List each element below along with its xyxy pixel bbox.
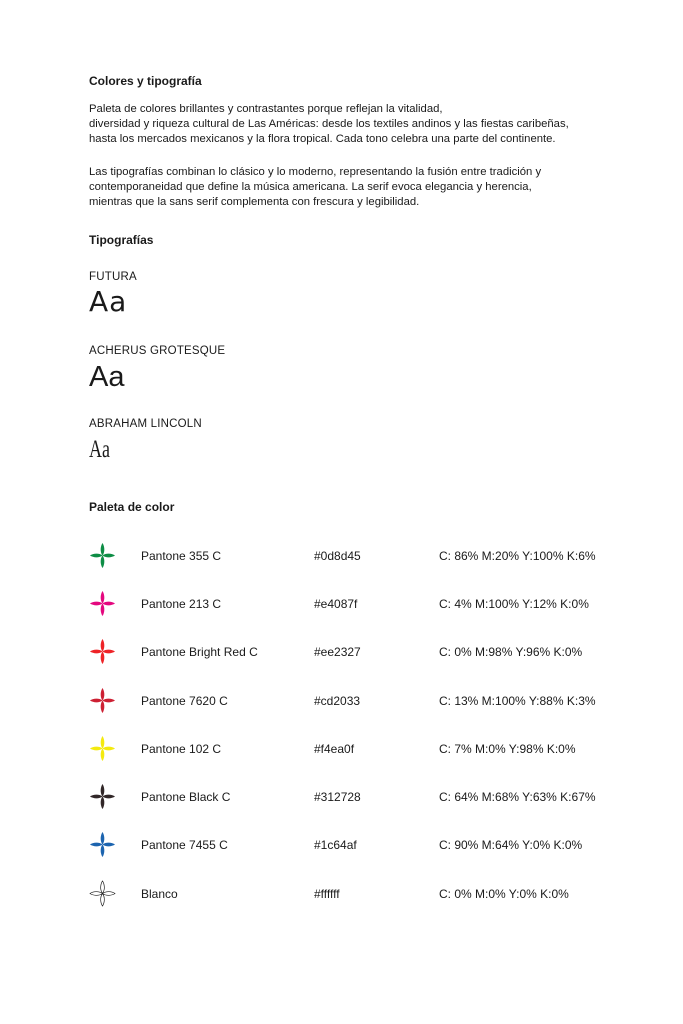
flower-swatch-icon xyxy=(89,687,116,714)
color-cmyk: C: 7% M:0% Y:98% K:0% xyxy=(439,742,576,756)
font-name-abraham-lincoln: ABRAHAM LINCOLN xyxy=(89,418,202,430)
color-row xyxy=(89,830,649,860)
color-cmyk: C: 0% M:98% Y:96% K:0% xyxy=(439,645,583,659)
color-cmyk: C: 4% M:100% Y:12% K:0% xyxy=(439,597,589,611)
color-hex: #0d8d45 xyxy=(314,549,361,563)
color-cmyk: C: 90% M:64% Y:0% K:0% xyxy=(439,838,583,852)
font-sample-acherus: Aa xyxy=(89,361,125,393)
palette-heading: Paleta de color xyxy=(89,500,175,514)
flower-swatch-icon xyxy=(89,831,116,858)
color-name: Pantone Black C xyxy=(141,790,231,804)
typography-heading: Tipografías xyxy=(89,233,154,247)
color-cmyk: C: 86% M:20% Y:100% K:6% xyxy=(439,549,596,563)
color-row xyxy=(89,782,649,812)
intro-line: diversidad y riqueza cultural de Las Américas: desde los textiles andinos y las fiestas caribeñas, xyxy=(89,118,569,130)
color-name: Pantone 355 C xyxy=(141,549,222,563)
color-hex: #ffffff xyxy=(314,887,340,901)
color-row xyxy=(89,589,649,619)
color-row xyxy=(89,686,649,716)
color-name: Pantone 7455 C xyxy=(141,838,228,852)
color-cmyk: C: 0% M:0% Y:0% K:0% xyxy=(439,887,569,901)
color-row xyxy=(89,637,649,667)
typography-line: Las tipografías combinan lo clásico y lo moderno, representando la fusión entre tradición y xyxy=(89,166,542,178)
font-sample-futura: Aa xyxy=(89,285,128,318)
flower-swatch-icon xyxy=(89,880,116,907)
font-sample-abraham-lincoln: Aa xyxy=(89,436,110,463)
color-name: Pantone 213 C xyxy=(141,597,222,611)
color-name: Pantone 7620 C xyxy=(141,694,228,708)
color-row xyxy=(89,879,649,909)
colors-typography-heading: Colores y tipografía xyxy=(89,74,202,88)
color-name: Blanco xyxy=(141,887,178,901)
intro-line: hasta los mercados mexicanos y la flora tropical. Cada tono celebra una parte del continente. xyxy=(89,133,556,145)
color-cmyk: C: 13% M:100% Y:88% K:3% xyxy=(439,694,596,708)
flower-swatch-icon xyxy=(89,638,116,665)
typography-line: mientras que la sans serif complementa con frescura y legibilidad. xyxy=(89,196,420,208)
font-name-acherus: ACHERUS GROTESQUE xyxy=(89,345,226,357)
intro-line: Paleta de colores brillantes y contrastantes porque reflejan la vitalidad, xyxy=(89,103,443,115)
color-cmyk: C: 64% M:68% Y:63% K:67% xyxy=(439,790,596,804)
color-hex: #312728 xyxy=(314,790,361,804)
color-name: Pantone Bright Red C xyxy=(141,645,258,659)
flower-swatch-icon xyxy=(89,783,116,810)
color-name: Pantone 102 C xyxy=(141,742,222,756)
flower-swatch-icon xyxy=(89,542,116,569)
color-hex: #e4087f xyxy=(314,597,358,611)
color-row xyxy=(89,734,649,764)
color-hex: #ee2327 xyxy=(314,645,361,659)
color-hex: #cd2033 xyxy=(314,694,361,708)
intro-paragraph xyxy=(89,102,569,147)
typography-paragraph xyxy=(89,165,541,210)
color-hex: #f4ea0f xyxy=(314,742,355,756)
flower-swatch-icon xyxy=(89,590,116,617)
flower-swatch-icon xyxy=(89,735,116,762)
font-name-futura: FUTURA xyxy=(89,271,137,283)
color-row xyxy=(89,541,649,571)
color-hex: #1c64af xyxy=(314,838,357,852)
typography-line: contemporaneidad que define la música americana. La serif evoca elegancia y herencia, xyxy=(89,181,532,193)
